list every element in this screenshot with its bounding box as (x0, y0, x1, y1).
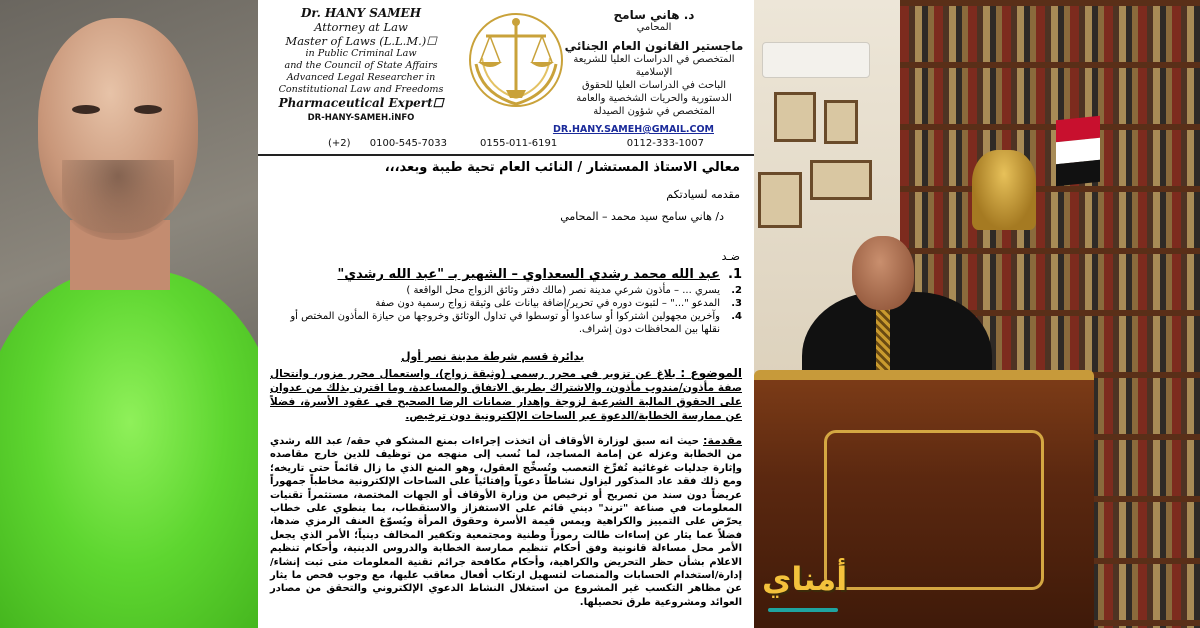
introduction-text: حيث انه سبق لوزارة الأوقاف أن اتخذت إجراءات بمنع المشكو في حقه/ عبد الله رشدي من الخطابة وعزله عن إمامة المساجد، لما نُسب إلى منهجه من توظيف للدين خارج مقاصده وإثارة جدليات غوغائية تُفرِّخ التعصب وتُسخِّج العقول، وهو المنع الذي ما زال قائماً حتى تاريخه؛ ومع ذلك فقد عاد المذكور ليزاول نشاطاً دعوياً وإفتائياً على الساحات الإلكترونية مخاطباً جمهوراً عريضاً دون سند من تصريح أو ترخيص من وزارة الأوقاف أو الجهات المختصة، مستثمراً تقنيات المعلومات في صناعة "ترند" ديني قائم على الاستفزاز والاستقطاب، بما ينطوي على خطاب يحرّض على التمييز والكراهية ويمس قيمة الأسرة وحقوق المرأة ويُسوّغ العنف الرمزي ضدها، فضلاً عما يثار عن إساءات طالت رموزاً وطنية ومجتمعية وتكفير المخالف دينياً؛ الأمر الذي يجعل الأمر محل مساءلة قانونية وفق أحكام تنظيم ممارسة الخطابة والدروس الدينية، وأحكام تنظيم الاعلام بشأن حظر التحريض والكراهية، وأحكام مكافحة جرائم تقنية المعلومات متى ثبت إنشاء/إدارة/استخدام الحسابات والمنصات لتسهيل ارتكاب أفعال معاقب عليها، مع وجوب فحص ما يثار عن مظاهر التكسب غير المشروع من استغلال النشاط الدعوي الإلكتروني والتحقق من مصادر العوائد ومشروعية طرق تحصيلها. (270, 436, 742, 608)
defendant-3: المدعو "..." – لثبوت دوره في تحرير/إضافة بيانات على وثيقة زواج رسمية دون صفة (375, 298, 720, 309)
letterhead-name-ar: د. هاني سامح (613, 8, 695, 22)
letterhead-title-ar: المحامي (636, 22, 672, 33)
letterhead-line-ar: المتخصص في شؤون الصيدلة (593, 106, 715, 117)
list-item: 3. المدعو "..." – لثبوت دوره في تحرير/إضافة بيانات على وثيقة زواج رسمية دون صفة (375, 298, 742, 309)
subject-label: الموضوع : (680, 366, 743, 380)
desk-gold-ornament (824, 430, 1044, 590)
letterhead-line: in Public Criminal Law (305, 48, 417, 59)
letterhead-line: and the Council of State Affairs (284, 60, 438, 71)
phone-number-3: 0112-333-1007 (626, 138, 704, 149)
wall-frame (774, 92, 816, 142)
list-item: 2. يسري ... – مأذون شرعي مدينة نصر (مالك دفتر وثائق الزواج محل الواقعة ) (406, 285, 742, 296)
person-head (852, 236, 914, 310)
subject-text: بلاغ عن تزوير في محرر رسمي (وثيقة زواج)، واستعمال محرر مزور، وانتحال صفة مأذون/مندوب مأذون، والاشتراك بطريق الاتفاق والمساعدة، وما اقترن بذلك من عدوان على الحقوق المالية الشرعية لزوجة وإهدار ضمانات الرضا الصحيح في عقود الأسرة، فضلاً عن ممارسة الخطابة/الدعوة عبر الساحات الإلكترونية دون ترخيص. (270, 368, 742, 422)
letterhead-line: Constitutional Law and Freedoms (278, 84, 444, 95)
air-conditioner (762, 42, 870, 78)
letterhead-line: Advanced Legal Researcher in (286, 72, 436, 83)
police-station-line: بدائرة قسم شرطة مدينة نصر أول (400, 350, 584, 363)
complaint-document (258, 0, 754, 628)
submitted-to-line: مقدمه لسيادتكم (666, 188, 740, 201)
against-label: ضـد (721, 250, 740, 263)
website-link[interactable]: DR-HANY-SAMEH.iNFO (307, 113, 415, 123)
beard (62, 160, 174, 240)
phone-number-2: 0155-011-6191 (480, 138, 558, 149)
phone-country-code: (+2) (328, 138, 351, 149)
wall-frame (810, 160, 872, 200)
green-shirt (0, 270, 258, 628)
defendants-list (270, 266, 742, 336)
defendant-1: عبد الله محمد رشدي السعداوي – الشهير بـ "عبد الله رشدي" (337, 267, 720, 282)
letterhead-line-ar: المتخصص في الدراسات العليا للشريعة الإسلامية (573, 54, 735, 78)
letterhead-degree-ar: ماجستير القانون العام الجنائي (564, 39, 744, 53)
watermark-underline (768, 608, 838, 612)
defendant-4: وآخرين مجهولين اشتركوا أو ساعدوا أو توسطوا في تداول الوثائق وخروجها من حيازة المأذون المختص أو نقلها بين المحافظات دون إشراف. (290, 311, 720, 335)
portrait-photo-left (0, 0, 258, 628)
subject-paragraph (270, 366, 742, 423)
wall-frame (758, 172, 802, 228)
left-eye (72, 105, 100, 114)
salutation: معالي الاستاذ المستشار / النائب العام تحية طيبة وبعد،،، (384, 160, 740, 175)
person-tie (876, 304, 890, 374)
office-photo-right (754, 0, 1200, 628)
right-eye (134, 105, 162, 114)
phone-number-1: 0100-545-7033 (369, 138, 447, 149)
complainant-line: د/ هاني سامح سيد محمد – المحامي (560, 210, 724, 223)
watermark-logo: أمناي (762, 560, 848, 598)
phone-mobile-1 (328, 138, 447, 149)
letterhead-arabic (564, 8, 744, 118)
scales-of-justice-logo-icon (462, 8, 570, 112)
letterhead-line-ar: الباحث في الدراسات العليا للحقوق (581, 80, 727, 91)
email-link[interactable]: DR.HANY.SAMEH@GMAIL.COM (552, 124, 714, 135)
letterhead-line: Attorney at Law (314, 20, 408, 34)
egypt-flag-icon (1056, 116, 1100, 187)
letterhead-english (266, 6, 456, 123)
introduction-label: مقدمة: (703, 434, 743, 447)
defendant-2: يسري ... – مأذون شرعي مدينة نصر (مالك دفتر وثائق الزواج محل الواقعة ) (406, 285, 720, 296)
golden-statue (972, 150, 1036, 230)
letterhead-line: Master of Laws (L.L.M.)☐ (285, 34, 437, 48)
introduction-paragraph (270, 434, 742, 609)
letterhead-divider (258, 154, 754, 156)
wall-frame (824, 100, 858, 144)
letterhead-line: Pharmaceutical Expert☐ (278, 96, 444, 110)
list-item: 4. وآخرين مجهولين اشتركوا أو ساعدوا أو توسطوا في تداول الوثائق وخروجها من حيازة المأذون المختص أو نقلها بين المحافظات دون إشراف. (290, 311, 742, 335)
letterhead-name-en: Dr. HANY SAMEH (300, 6, 422, 20)
list-item: 1. عبد الله محمد رشدي السعداوي – الشهير بـ "عبد الله رشدي" (337, 267, 742, 282)
letterhead-line-ar: الدستورية والحريات الشخصية والعامة (576, 93, 732, 104)
